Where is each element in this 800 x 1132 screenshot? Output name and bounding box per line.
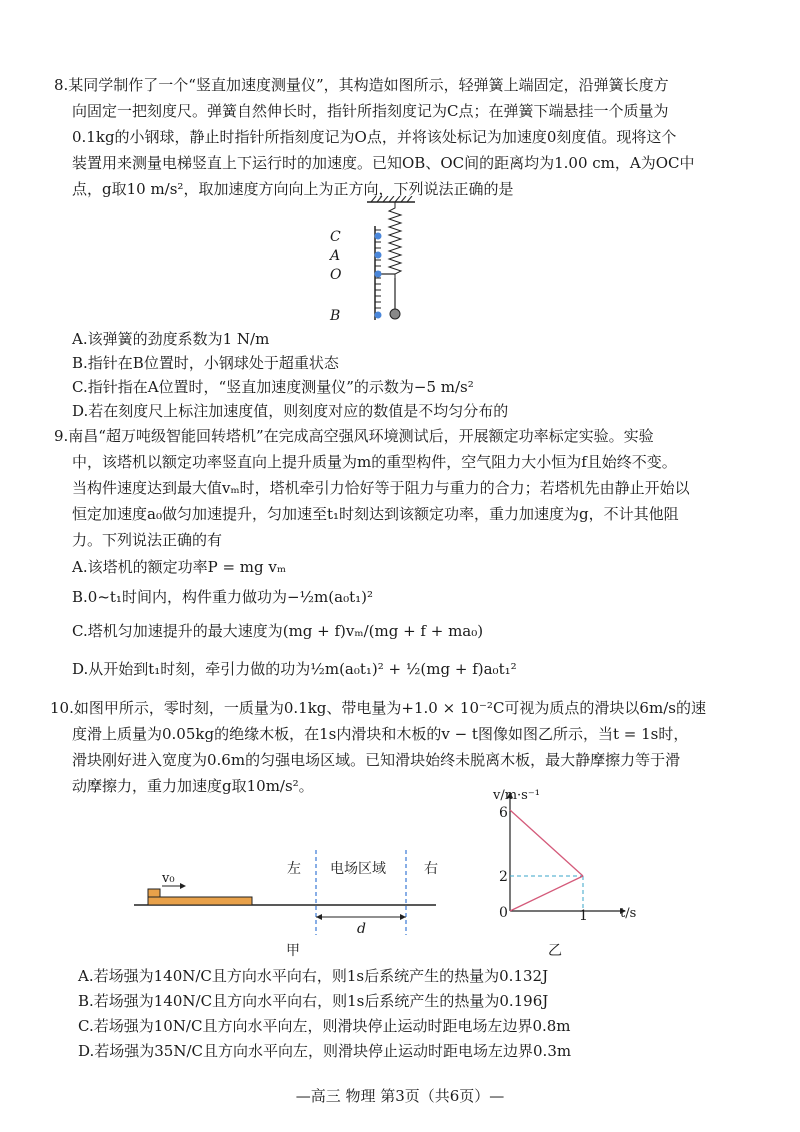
q10-option-c: C.若场强为10N/C且方向水平向左，则滑块停止运动时距电场左边界0.8m — [78, 1017, 571, 1035]
fig-label-o: O — [330, 267, 342, 283]
q8-line-5: 点，g取10 m/s²，取加速度方向向上为正方向，下列说法正确的是 — [72, 180, 514, 198]
page-footer: —高三 物理 第3页（共6页）— — [295, 1087, 505, 1105]
q8-line-3: 0.1kg的小钢球，静止时指针所指刻度记为O点，并将该处标记为加速度0刻度值。现将这个 — [72, 128, 677, 146]
fig-yi-x1: 1 — [579, 908, 588, 924]
fig-yi-caption: 乙 — [548, 943, 562, 959]
q8-line-4: 装置用来测量电梯竖直上下运行时的加速度。已知OB、OC间的距离均为1.00 cm，A为OC中 — [72, 154, 695, 172]
q10-option-b: B.若场强为140N/C且方向水平向右，则1s后系统产生的热量为0.196J — [78, 992, 549, 1010]
q8-option-c: C.指针指在A位置时，“竖直加速度测量仪”的示数为−5 m/s² — [72, 378, 474, 396]
q10-line-4: 动摩擦力，重力加速度g取10m/s²。 — [72, 777, 314, 795]
q9-line-4: 恒定加速度a₀做匀加速提升，匀加速至t₁时刻达到该额定功率，重力加速度为g，不计其他阻 — [72, 505, 679, 523]
q10-line-2: 度滑上质量为0.05kg的绝缘木板，在1s内滑块和木板的v − t图像如图乙所示，当t = 1s时， — [72, 725, 689, 743]
q9-option-b: B.0~t₁时间内，构件重力做功为−½m(a₀t₁)² — [72, 588, 373, 606]
q8-line-1: 8.某同学制作了一个“竖直加速度测量仪”，其构造如图所示，轻弹簧上端固定，沿弹簧长度方 — [54, 76, 669, 94]
q9-line-2: 中，该塔机以额定功率竖直向上提升质量为m的重型构件，空气阻力大小恒为f且始终不变。 — [72, 453, 677, 471]
fig-yi-ylabel: v/m·s⁻¹ — [493, 788, 540, 803]
fig-yi-xlabel: t/s — [620, 906, 637, 921]
fig-jia-right: 右 — [424, 861, 438, 877]
figure-jia — [130, 850, 440, 940]
q10-option-a: A.若场强为140N/C且方向水平向右，则1s后系统产生的热量为0.132J — [78, 967, 549, 985]
fig-label-a: A — [330, 248, 341, 264]
fig-jia-caption: 甲 — [286, 943, 300, 959]
q8-line-2: 向固定一把刻度尺。弹簧自然伸长时，指针所指刻度记为C点；在弹簧下端悬挂一个质量为 — [72, 102, 669, 120]
q9-line-3: 当构件速度达到最大值vₘ时，塔机牵引力恰好等于阻力与重力的合力；若塔机先由静止开始以 — [72, 479, 690, 497]
figure-yi-vt-graph — [470, 790, 630, 920]
q9-option-c: C.塔机匀加速提升的最大速度为(mg + f)vₘ/(mg + f + ma₀) — [72, 622, 484, 640]
fig-label-c: C — [330, 229, 341, 245]
fig-label-b: B — [330, 308, 341, 324]
fig-yi-y2: 2 — [499, 869, 508, 885]
fig-jia-d: d — [357, 921, 366, 937]
fig-yi-y6: 6 — [499, 805, 508, 821]
q9-option-a: A.该塔机的额定功率P = mg vₘ — [72, 558, 287, 576]
fig-jia-v0: v₀ — [162, 871, 175, 886]
q10-option-d: D.若场强为35N/C且方向水平向左，则滑块停止运动时距电场左边界0.3m — [78, 1042, 572, 1060]
q8-option-d: D.若在刻度尺上标注加速度值，则刻度对应的数值是不均匀分布的 — [72, 402, 509, 420]
fig-jia-left: 左 — [287, 861, 301, 877]
q10-line-3: 滑块刚好进入宽度为0.6m的匀强电场区域。已知滑块始终未脱离木板，最大静摩擦力等于滑 — [72, 751, 681, 769]
q9-option-d: D.从开始到t₁时刻，牵引力做的功为½m(a₀t₁)² + ½(mg + f)a₀t₁² — [72, 660, 517, 678]
q8-option-b: B.指针在B位置时，小钢球处于超重状态 — [72, 354, 339, 372]
q9-line-5: 力。下列说法正确的有 — [72, 531, 223, 549]
q10-line-1: 10.如图甲所示，零时刻，一质量为0.1kg、带电量为+1.0 × 10⁻²C可视为质点的滑块以6m/s的速 — [50, 699, 706, 717]
q9-line-1: 9.南昌“超万吨级智能回转塔机”在完成高空强风环境测试后，开展额定功率标定实验。实验 — [54, 427, 654, 445]
fig-jia-region: 电场区域 — [330, 861, 386, 877]
fig-yi-origin: 0 — [499, 905, 508, 921]
spring-ruler-figure — [345, 196, 435, 328]
q8-option-a: A.该弹簧的劲度系数为1 N/m — [72, 330, 270, 348]
